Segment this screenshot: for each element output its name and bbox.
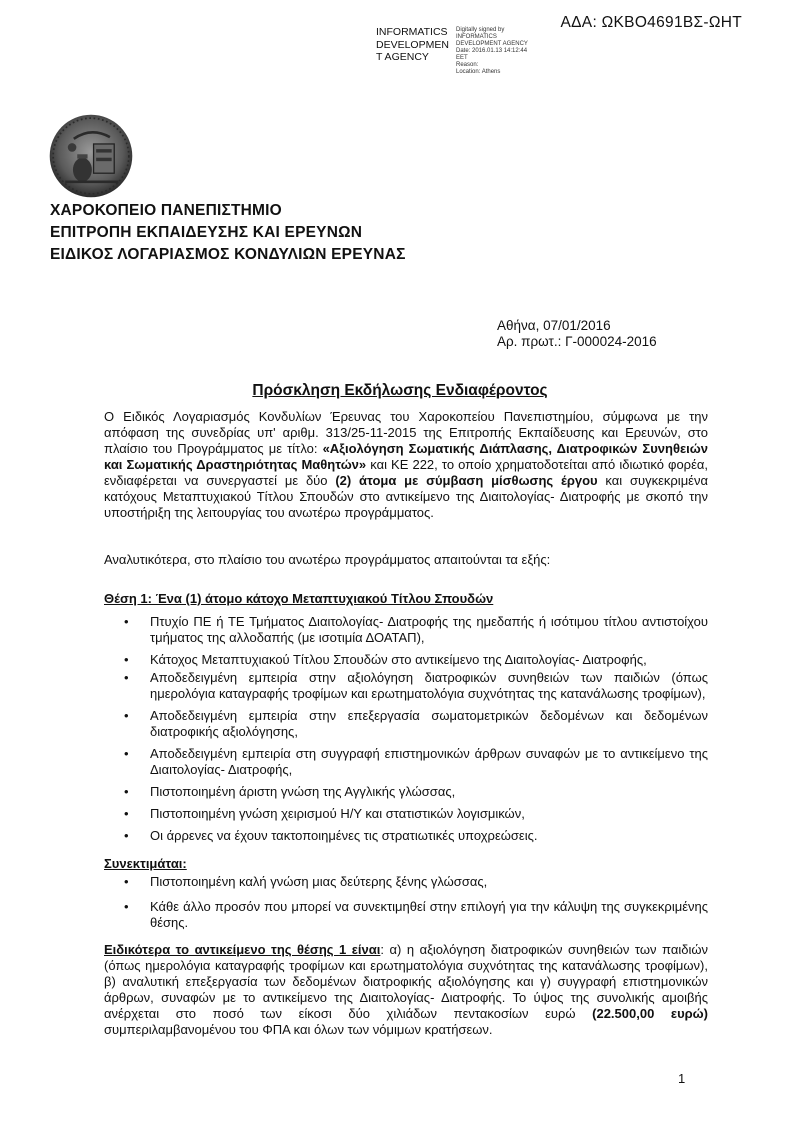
advantages-list [104, 874, 708, 940]
list-item: • Αποδεδειγμένη εμπειρία στη συγγραφή επιστημονικών άρθρων συναφών με το αντικείμενο της Διαιτολογίας- Διατροφής, [150, 746, 708, 778]
fee-amount: (22.500,00 ευρώ) [592, 1006, 708, 1021]
document-title: Πρόσκληση Εκδήλωσης Ενδιαφέροντος [252, 382, 548, 399]
list-item: • Πτυχίο ΠΕ ή ΤΕ Τμήματος Διαιτολογίας- Διατροφής της ημεδαπής ή ισότιμου τίτλου αντιστοίχου τμήματος της αλλοδαπής (με ισοτιμία ΔΟΑΤΑΠ), [150, 614, 708, 646]
signature-detail-line: Digitally signed by [456, 27, 505, 33]
signature-detail-line: EET [456, 55, 468, 61]
requirements-intro: Αναλυτικότερα, στο πλαίσιο του ανωτέρω προγράμματος απαιτούνται τα εξής: [104, 552, 551, 567]
institution-name: ΧΑΡΟΚΟΠΕΙΟ ΠΑΝΕΠΙΣΤΗΜΙΟ [50, 202, 282, 219]
position-description-paragraph [104, 942, 708, 1038]
signature-detail-line: DEVELOPMENT AGENCY [456, 41, 528, 47]
position-1-heading: Θέση 1: Ένα (1) άτομο κάτοχο Μεταπτυχιακού Τίτλου Σπουδών [104, 591, 494, 606]
list-item: • Πιστοποιημένη καλή γνώση μιας δεύτερης ξένης γλώσσας, [150, 874, 708, 890]
description-text: συμπεριλαμβανομένου του ΦΠΑ και όλων των νόμιμων κρατήσεων. [104, 1022, 493, 1037]
list-item: • Αποδεδειγμένη εμπειρία στην αξιολόγηση διατροφικών συνηθειών των παιδιών (όπως ημερολόγια καταγραφής τροφίμων και ερωτηματολόγια συχνότητας της κατανάλωσης τροφίμων), [150, 670, 708, 702]
research-account-name: ΕΙΔΙΚΟΣ ΛΟΓΑΡΙΑΣΜΟΣ ΚΟΝΔΥΛΙΩΝ ΕΡΕΥΝΑΣ [50, 246, 406, 263]
position-description-heading: Ειδικότερα το αντικείμενο της θέσης 1 είναι [104, 942, 381, 957]
digital-signature-details [456, 27, 528, 76]
signer-line: T AGENCY [376, 51, 429, 63]
ada-code: ΑΔΑ: ΩΚΒΟ4691ΒΣ-ΩΗΤ [560, 14, 742, 31]
signature-detail-line: Reason: [456, 62, 479, 68]
description-text: : α) η αξιολόγηση διατροφικών συνηθειών των παιδιών (όπως ημερολόγια καταγραφής τροφίμων και ερωτηματολόγια συχνότητας της κατανάλωσης τροφίμων), β) αναλυτική επεξεργασία των δεδομένων διατροφικής αξιολόγησης και γ) συγγραφή επιστημονικών άρθρων, συναφών με το αντικείμενο της Διαιτολογίας- Διατροφής. Το ύψος της συνολικής αμοιβής ανέρχεται στο ποσό των είκοσι δύο χιλιάδων πεντακοσίων ευρώ [104, 942, 708, 1021]
program-title: «Αξιολόγηση Σωματικής Διάπλασης, Διατροφικών Συνηθειών και Σωματικής Δραστηριότητας Μαθητών» [104, 441, 708, 472]
page-number: 1 [678, 1071, 686, 1086]
protocol-number: Αρ. πρωτ.: Γ-000024-2016 [497, 334, 657, 349]
document-date: Αθήνα, 07/01/2016 [497, 318, 611, 333]
intro-paragraph [104, 409, 708, 521]
signature-detail-line: Date: 2016.01.13 14:12:44 [456, 48, 528, 54]
advantages-heading: Συνεκτιμάται: [104, 856, 187, 871]
list-item: • Οι άρρενες να έχουν τακτοποιημένες τις στρατιωτικές υποχρεώσεις. [150, 828, 708, 844]
list-item: • Πιστοποιημένη γνώση χειρισμού Η/Υ και στατιστικών λογισμικών, [150, 806, 708, 822]
list-item: • Αποδεδειγμένη εμπειρία στην επεξεργασία σωματομετρικών δεδομένων και δεδομένων διατροφικής αξιολόγησης, [150, 708, 708, 740]
signer-line: INFORMATICS [376, 26, 448, 38]
intro-text: Ο Ειδικός Λογαριασμός Κονδυλίων Έρευνας του Χαροκοπείου Πανεπιστημίου, σύμφωνα με την απόφαση της συνεδρίας υπ' αριθμ. 313/25-11-2015 της Επιτροπής Εκπαίδευσης και Ερευνών, στο πλαίσιο του Προγράμματος με τίτλο: [104, 409, 708, 456]
list-item: • Πιστοποιημένη άριστη γνώση της Αγγλικής γλώσσας, [150, 784, 708, 800]
university-seal-logo [48, 113, 134, 199]
digital-signature-signer [376, 26, 449, 64]
signature-detail-line: INFORMATICS [456, 34, 497, 40]
signature-detail-line: Location: Athens [456, 69, 501, 75]
committee-name: ΕΠΙΤΡΟΠΗ ΕΚΠΑΙΔΕΥΣΗΣ ΚΑΙ ΕΡΕΥΝΩΝ [50, 224, 363, 241]
intro-text: και συγκεκριμένα κατόχους Μεταπτυχιακού Τίτλου Σπουδών στο αντικείμενο της Διαιτολογίας- Διατροφής με σκοπό την υποστήριξη της λειτουργίας του ανωτέρω προγράμματος. [104, 473, 708, 520]
requirements-list [104, 614, 708, 846]
list-item: • Κάτοχος Μεταπτυχιακού Τίτλου Σπουδών στο αντικείμενο της Διαιτολογίας- Διατροφής, [150, 652, 708, 668]
persons-count: (2) άτομα με σύμβαση μίσθωσης έργου [335, 473, 598, 488]
list-item: • Κάθε άλλο προσόν που μπορεί να συνεκτιμηθεί στην επιλογή για την κάλυψη της συγκεκριμένης θέσης. [150, 899, 708, 931]
intro-text: και ΚΕ 222, το οποίο χρηματοδοτείται από ιδιωτικό φορέα, ενδιαφέρεται να συνεργαστεί με δύο [104, 457, 708, 488]
signer-line: DEVELOPMEN [376, 38, 449, 51]
